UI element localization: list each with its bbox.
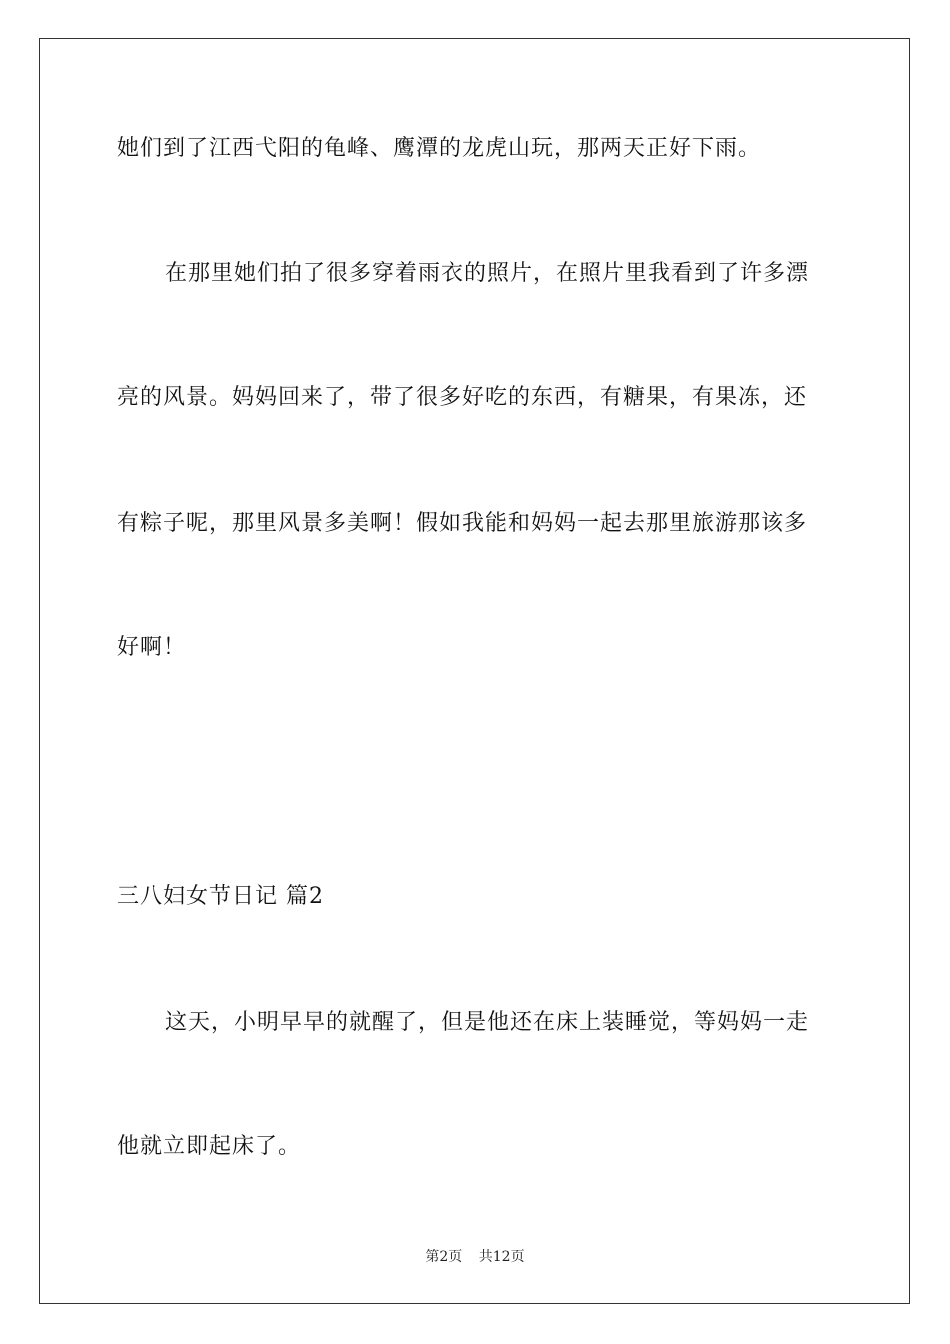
paragraph-line: 她们到了江西弋阳的龟峰、鹰潭的龙虎山玩，那两天正好下雨。 — [117, 136, 762, 161]
paragraph-line: 亮的风景。妈妈回来了，带了很多好吃的东西，有糖果，有果冻，还 — [117, 385, 808, 410]
page-footer — [0, 1247, 950, 1267]
page-total: 共12页 — [478, 1249, 525, 1265]
paragraph-line: 这天，小明早早的就醒了，但是他还在床上装睡觉，等妈妈一走 — [165, 1010, 810, 1035]
section-heading: 三八妇女节日记 篇2 — [117, 884, 324, 909]
paragraph-line: 在那里她们拍了很多穿着雨衣的照片，在照片里我看到了许多漂 — [165, 261, 810, 286]
paragraph-line: 有粽子呢，那里风景多美啊！假如我能和妈妈一起去那里旅游那该多 — [117, 511, 808, 536]
page-border — [39, 38, 910, 1304]
paragraph-line: 好啊！ — [117, 635, 187, 660]
page-number: 第2页 — [425, 1249, 463, 1265]
paragraph-line: 他就立即起床了。 — [117, 1134, 302, 1159]
